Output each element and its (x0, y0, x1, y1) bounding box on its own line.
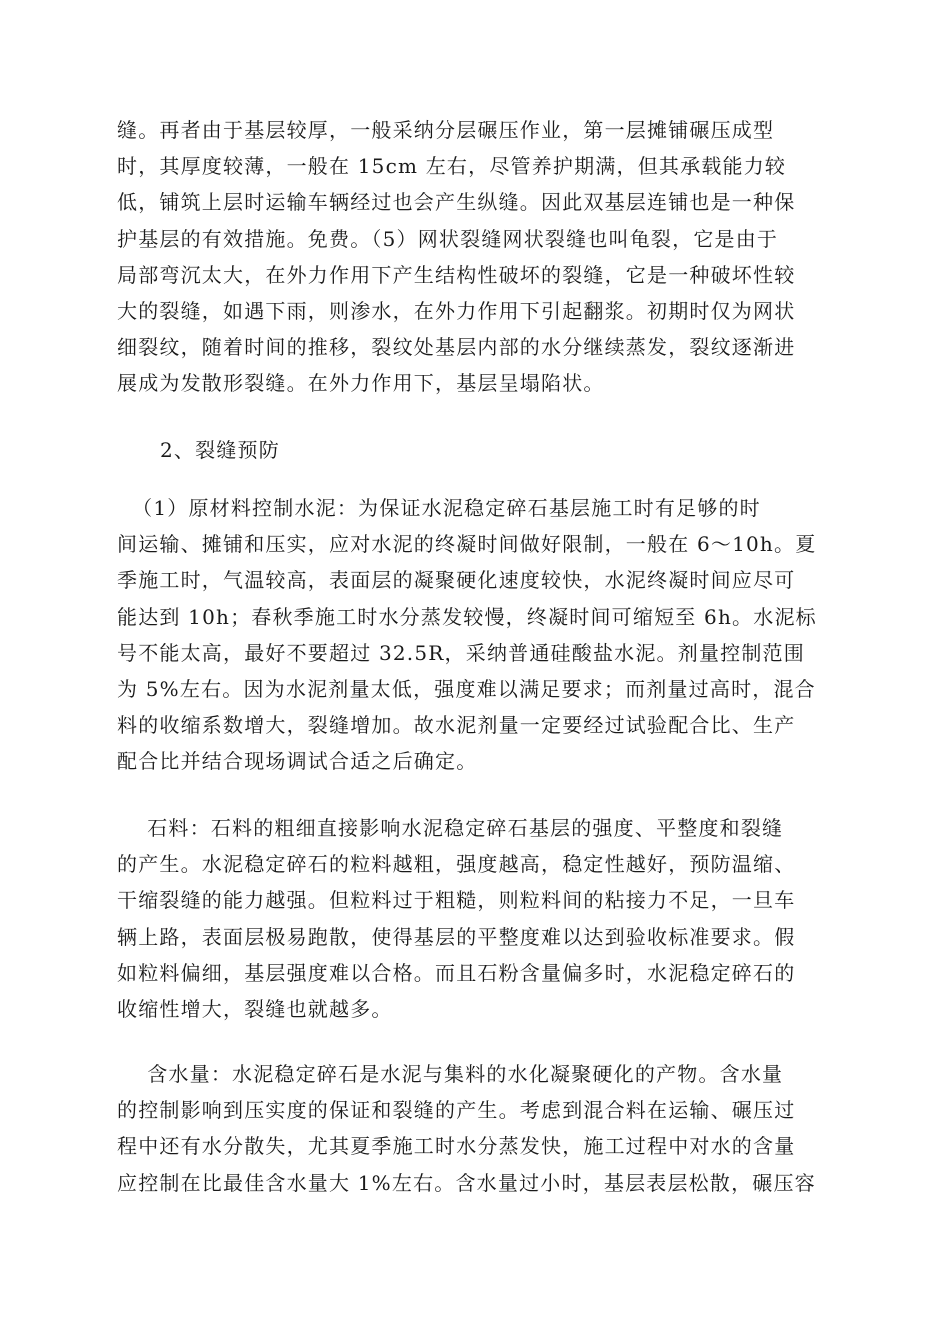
paragraph-line: 低，铺筑上层时运输车辆经过也会产生纵缝。因此双基层连铺也是一种保 (117, 190, 796, 215)
paragraph-line: 时，其厚度较薄，一般在 15cm 左右，尽管养护期满，但其承载能力较 (117, 154, 787, 179)
paragraph-line: 含水量：水泥稳定碎石是水泥与集料的水化凝聚硬化的产物。含水量 (117, 1062, 784, 1086)
paragraph-line: 料的收缩系数增大，裂缝增加。故水泥剂量一定要经过试验配合比、生产 (117, 713, 796, 738)
paragraph-line: 辆上路，表面层极易跑散，使得基层的平整度难以达到验收标准要求。假 (117, 924, 796, 949)
paragraph-network-cracks (117, 112, 835, 402)
paragraph-line: 配合比并结合现场调试合适之后确定。 (117, 749, 478, 774)
paragraph-line: 细裂纹，随着时间的推移，裂纹处基层内部的水分继续蒸发，裂纹逐渐进 (117, 335, 796, 360)
section-heading: 2、裂缝预防 (160, 438, 280, 462)
paragraph-line: 大的裂缝，如遇下雨，则渗水，在外力作用下引起翻浆。初期时仅为网状 (117, 298, 796, 323)
paragraph-line: 程中还有水分散失，尤其夏季施工时水分蒸发快，施工过程中对水的含量 (117, 1134, 796, 1159)
paragraph-line: 如粒料偏细，基层强度难以合格。而且石粉含量偏多时，水泥稳定碎石的 (117, 960, 796, 985)
paragraph-line: （1）原材料控制水泥：为保证水泥稳定碎石基层施工时有足够的时 (117, 496, 761, 520)
paragraph-line: 季施工时，气温较高，表面层的凝聚硬化速度较快，水泥终凝时间应尽可 (117, 568, 796, 593)
paragraph-aggregate (117, 810, 835, 1027)
paragraph-line: 间运输、摊铺和压实，应对水泥的终凝时间做好限制，一般在 6～10h。夏 (117, 532, 817, 557)
paragraph-line: 为 5%左右。因为水泥剂量太低，强度难以满足要求；而剂量过高时，混合 (117, 676, 816, 701)
paragraph-line: 的控制影响到压实度的保证和裂缝的产生。考虑到混合料在运输、碾压过 (117, 1098, 796, 1123)
paragraph-line: 局部弯沉太大，在外力作用下产生结构性破坏的裂缝，它是一种破坏性较 (117, 262, 796, 287)
paragraph-line: 的产生。水泥稳定碎石的粒料越粗，强度越高，稳定性越好，预防温缩、 (117, 852, 796, 877)
paragraph-line: 收缩性增大，裂缝也就越多。 (117, 996, 393, 1021)
paragraph-line: 能达到 10h；春秋季施工时水分蒸发较慢，终凝时间可缩短至 6h。水泥标 (117, 604, 817, 629)
paragraph-line: 展成为发散形裂缝。在外力作用下，基层呈塌陷状。 (117, 371, 605, 396)
paragraph-line: 石料：石料的粗细直接影响水泥稳定碎石基层的强度、平整度和裂缝 (117, 816, 784, 840)
paragraph-line: 护基层的有效措施。免费。（5）网状裂缝网状裂缝也叫龟裂，它是由于 (117, 226, 779, 251)
paragraph-line: 号不能太高，最好不要超过 32.5R，采纳普通硅酸盐水泥。剂量控制范围 (117, 640, 805, 665)
paragraph-line: 应控制在比最佳含水量大 1%左右。含水量过小时，基层表层松散，碾压容 (117, 1170, 816, 1195)
paragraph-water-content (117, 1056, 835, 1201)
paragraph-cement-control (117, 490, 835, 780)
paragraph-line: 干缩裂缝的能力越强。但粒料过于粗糙，则粒料间的粘接力不足，一旦车 (117, 888, 796, 913)
paragraph-line: 缝。再者由于基层较厚，一般采纳分层碾压作业，第一层摊铺碾压成型 (117, 118, 775, 142)
